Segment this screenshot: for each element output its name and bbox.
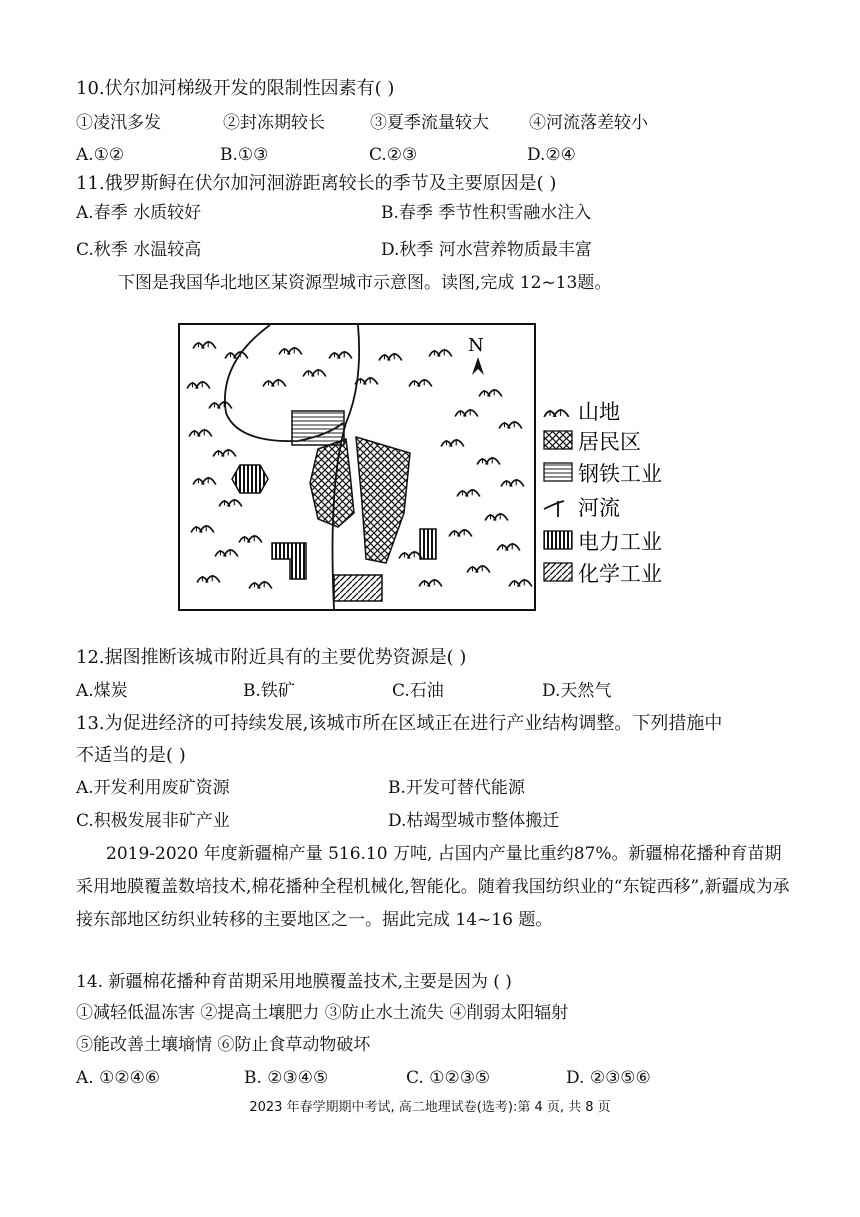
q12-stem: 12.据图推断该城市附近具有的主要优势资源是( ) xyxy=(76,647,467,668)
residential-area-west xyxy=(310,439,354,527)
chemical-industry-area xyxy=(334,575,382,601)
q10-item-1: ①凌汛多发 xyxy=(76,113,161,133)
q10-stem: 10.伏尔加河梯级开发的限制性因素有( ) xyxy=(76,78,395,99)
legend-river-label: 河流 xyxy=(578,496,620,520)
legend-power-label: 电力工业 xyxy=(578,530,662,554)
legend-mountain-icon xyxy=(544,409,569,417)
q14-items-line2: ⑤能改善土壤墒情 ⑥防止食草动物破坏 xyxy=(76,1035,371,1055)
q14-option-c: C. ①②③⑤ xyxy=(406,1068,491,1088)
legend-power-icon xyxy=(544,531,572,549)
steel-industry-area xyxy=(292,411,344,445)
q10-option-d: D.②④ xyxy=(527,145,576,165)
q13-stem-line2: 不适当的是( ) xyxy=(76,745,186,766)
q13-option-a: A.开发利用废矿资源 xyxy=(76,778,230,798)
power-industry-east xyxy=(420,529,436,559)
q11-stem: 11.俄罗斯鲟在伏尔加河洄游距离较长的季节及主要原因是( ) xyxy=(76,173,557,194)
city-map-figure xyxy=(178,323,686,611)
q10-option-b: B.①③ xyxy=(220,145,269,165)
q14-option-d: D. ②③⑤⑥ xyxy=(566,1068,651,1088)
legend-residential-icon xyxy=(544,431,572,449)
legend-residential-label: 居民区 xyxy=(578,430,641,454)
legend-mountain-label: 山地 xyxy=(578,400,620,424)
q13-stem-line1: 13.为促进经济的可持续发展,该城市所在区域正在进行产业结构调整。下列措施中 xyxy=(76,713,723,734)
q12-option-b: B.铁矿 xyxy=(243,681,295,701)
legend-river-icon xyxy=(544,501,564,517)
q10-item-4: ④河流落差较小 xyxy=(529,113,648,133)
q12-option-a: A.煤炭 xyxy=(76,681,128,701)
map-legend xyxy=(544,400,662,586)
q14-stem: 14. 新疆棉花播种育苗期采用地膜覆盖技术,主要是因为 ( ) xyxy=(76,972,512,992)
q10-item-2: ②封冻期较长 xyxy=(223,113,325,133)
q10-item-3: ③夏季流量较大 xyxy=(370,113,489,133)
page-footer: 2023 年春学期期中考试, 高二地理试卷(选考):第 4 页, 共 8 页 xyxy=(249,1100,611,1115)
passage-14-16: 2019-2020 年度新疆棉产量 516.10 万吨, 占国内产量比重约87%。新疆棉花播种育苗期采用地膜覆盖数培技术,棉花播种全程机械化,智能化。随着我国纺织业的“东锭西移”,新疆成为承接东部地区纺织业转移的主要地区之一。据此完成 14~16 题。 xyxy=(76,844,790,930)
q14-option-a: A. ①②④⑥ xyxy=(76,1068,161,1088)
q13-option-d: D.枯竭型城市整体搬迁 xyxy=(388,811,560,831)
intro-12-13: 下图是我国华北地区某资源型城市示意图。读图,完成 12~13题。 xyxy=(118,273,612,293)
q10-option-c: C.②③ xyxy=(369,145,418,165)
legend-chemical-label: 化学工业 xyxy=(578,562,662,586)
legend-steel-label: 钢铁工业 xyxy=(578,462,662,486)
q11-option-b: B.春季 季节性积雪融水注入 xyxy=(381,203,592,223)
q11-option-c: C.秋季 水温较高 xyxy=(76,240,202,260)
q14-option-b: B. ②③④⑤ xyxy=(244,1068,329,1088)
legend-chemical-icon xyxy=(544,563,572,581)
q12-option-c: C.石油 xyxy=(392,681,444,701)
legend-steel-icon xyxy=(544,463,572,481)
q14-items-line1: ①减轻低温冻害 ②提高土壤肥力 ③防止水土流失 ④削弱太阳辐射 xyxy=(76,1003,569,1023)
q11-option-a: A.春季 水质较好 xyxy=(76,203,202,223)
q11-option-d: D.秋季 河水营养物质最丰富 xyxy=(381,240,592,260)
q12-option-d: D.天然气 xyxy=(542,681,612,701)
q13-option-b: B.开发可替代能源 xyxy=(388,778,525,798)
power-industry-west xyxy=(232,465,268,493)
q13-option-c: C.积极发展非矿产业 xyxy=(76,811,230,831)
q10-option-a: A.①② xyxy=(76,145,125,165)
north-label: N xyxy=(468,335,484,356)
